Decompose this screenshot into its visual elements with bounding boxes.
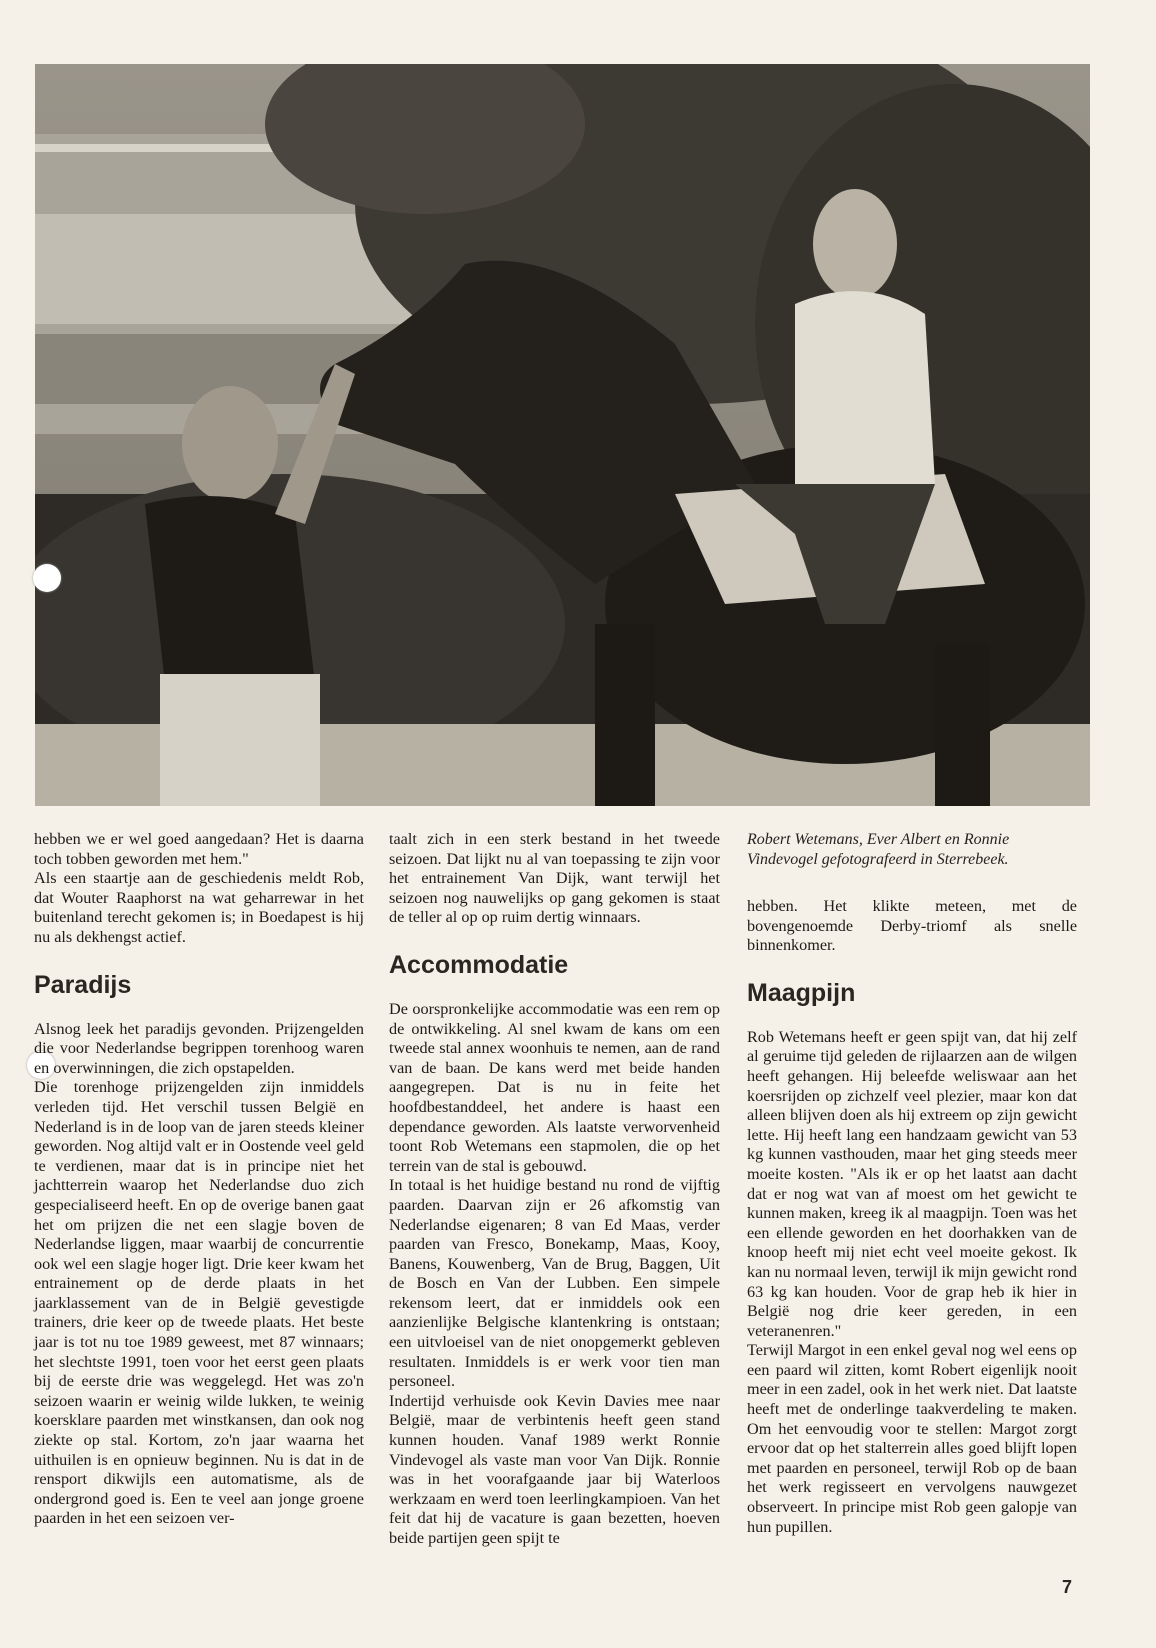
- column-2: [389, 830, 720, 1549]
- col2-para-2: De oorspronkelijke accommodatie was een rem op de ontwikkeling. Al snel kwam de kans om een tweede stal annex woonhuis te nemen, aan de rand van de baan. De kans werd met beide handen aangegrepen. Dat is nu in feite het hoofdbestanddeel, het andere is haast een dependance geworden. Als laatste verworvenheid toont Rob Wetemans een stapmolen, die op het terrein van de stal is gebouwd.: [389, 999, 720, 1175]
- photo-caption: Robert Wetemans, Ever Albert en Ronnie Vindevogel gefotografeerd in Sterrebeek.: [747, 831, 1010, 868]
- col2-para-4: Indertijd verhuisde ook Kevin Davies mee naar België, maar de verbintenis heeft geen stand kunnen houden. Vanaf 1989 werkt Ronnie Vindevogel als vaste man voor Van Dijk. Ronnie was in het voorafgaande jaar bij Waterloos werkzaam en werd toen leerlingkampioen. Van het feit dat hij de vacature is gaan bezetten, hoeven beide partijen geen spijt te: [389, 1391, 720, 1547]
- col1-para-3: Alsnog leek het paradijs gevonden. Prijzengelden die voor Nederlandse begrippen torenhoog waren en overwinningen, die zich opstapelden.: [34, 1019, 364, 1077]
- col1-para-2: Als een staartje aan de geschiedenis meldt Rob, dat Wouter Raaphorst na wat geharrewar in het buitenland terecht gekomen is; in Boedapest is hij nu als dekhengst actief.: [34, 869, 364, 946]
- photo-illustration: [35, 64, 1090, 806]
- column-3: [747, 830, 1077, 1537]
- col3-para-2: Rob Wetemans heeft er geen spijt van, dat hij zelf al geruime tijd geleden de rijlaarzen aan de wilgen heeft gehangen. Hij beleefde weliswaar aan het koersrijden op zichzelf veel plezier, maar kon dat alleen blijven doen als hij extreem op zijn gewicht lette. Hij heeft lang een handzaam gewicht van 53 kg kunnen vasthouden, maar het ging steeds meer moeite kosten. "Als ik er op het laatst aan dacht dat er nog wat van af moest om het gewicht te kunnen maken, kreeg ik al maagpijn. Toen was het een ellende geworden en het doorhakken van de knoop heeft mij niet echt veel moeite gekost. Ik kan nu normaal leven, terwijl ik mijn gewicht rond 63 kg kan houden. Voor de grap heb ik hier in België nog drie keer gereden, in een veteranenren.": [747, 1027, 1077, 1340]
- heading-paradijs: Paradijs: [34, 970, 132, 999]
- cover-photo: [35, 64, 1090, 806]
- col2-para-1: taalt zich in een sterk bestand in het tweede seizoen. Dat lijkt nu al van toepassing te zijn voor het entrainement Van Dijk, want terwijl het seizoen nog nauwelijks op gang gekomen is staat de teller al op op ruim dertig winnaars.: [389, 830, 720, 927]
- heading-accommodatie: Accommodatie: [389, 950, 569, 979]
- col3-para-3: Terwijl Margot in een enkel geval nog wel eens op een paard wil zitten, komt Robert eigenlijk nooit meer in een zadel, ook in het werk niet. Dat laatste heeft met de onderlinge taakverdeling te maken. Om het eenvoudig voor te stellen: Margot zorgt ervoor dat op het stalterrein alles goed blijft lopen met paarden en personeel, terwijl Rob op de baan het werk regisseert en vervolgens nauwgezet observeert. In principe mist Rob geen galopje van hun pupillen.: [747, 1341, 1077, 1536]
- page-number: 7: [1062, 1577, 1073, 1597]
- col3-para-1: hebben. Het klikte meteen, met de bovengenoemde Derby-triomf als snelle binnenkomer.: [747, 897, 1077, 955]
- punch-hole-top: [33, 564, 61, 592]
- column-1: [34, 830, 364, 1529]
- col1-para-4: Die torenhoge prijzengelden zijn inmiddels verleden tijd. Het verschil tussen België en Nederland is in de loop van de jaren steeds kleiner geworden. Nog altijd valt er in Oostende veel geld te verdienen, maar dat is in principe niet het jachtterrein waarop het Nederlandse duo zich gespecialiseerd heeft. En op de overige banen gaat het om prijzen die net een slagje boven de Nederlandse liggen, maar waarbij de concurrentie ook wel een slagje hoger ligt. Drie keer kwam het entrainement op de derde plaats in het jaarklassement van de in België gevestigde trainers, drie keer op de tweede plaats. Het beste jaar is tot nu toe 1989 geweest, met 87 winnaars; het slechtste 1991, toen voor het eerst geen plaats bij de eerste drie was weggelegd. Het was zo'n seizoen waarin er weinig wilde lukken, te weinig koersklare paarden met winstkansen, dan ook nog ziekte op stal. Kortom, zo'n jaar waarna het uithuilen is en opnieuw beginnen. Nu is dat in de rensport dikwijls een automatisme, als de ondergrond goed is. Een te veel aan jonge groene paarden in het een seizoen ver-: [34, 1078, 364, 1528]
- col2-para-3: In totaal is het huidige bestand nu rond de vijftig paarden. Daarvan zijn er 26 afkomstig van Nederlandse eigenaren; 8 van Ed Maas, verder paarden van Fresco, Bonekamp, Maas, Kooy, Banens, Kouwenberg, Van de Brug, Baggen, Uit de Bosch en Van der Lubben. Een simpele rekensom leert, dat er inmiddels ook een aanzienlijke Belgische klantenkring is ontstaan; een uitvloeisel van de niet onopgemerkt gebleven resultaten. Inmiddels is er werk voor tien man personeel.: [389, 1176, 720, 1391]
- col1-para-1: hebben we er wel goed aangedaan? Het is daarna toch tobben geworden met hem.": [34, 830, 364, 868]
- heading-maagpijn: Maagpijn: [747, 978, 856, 1007]
